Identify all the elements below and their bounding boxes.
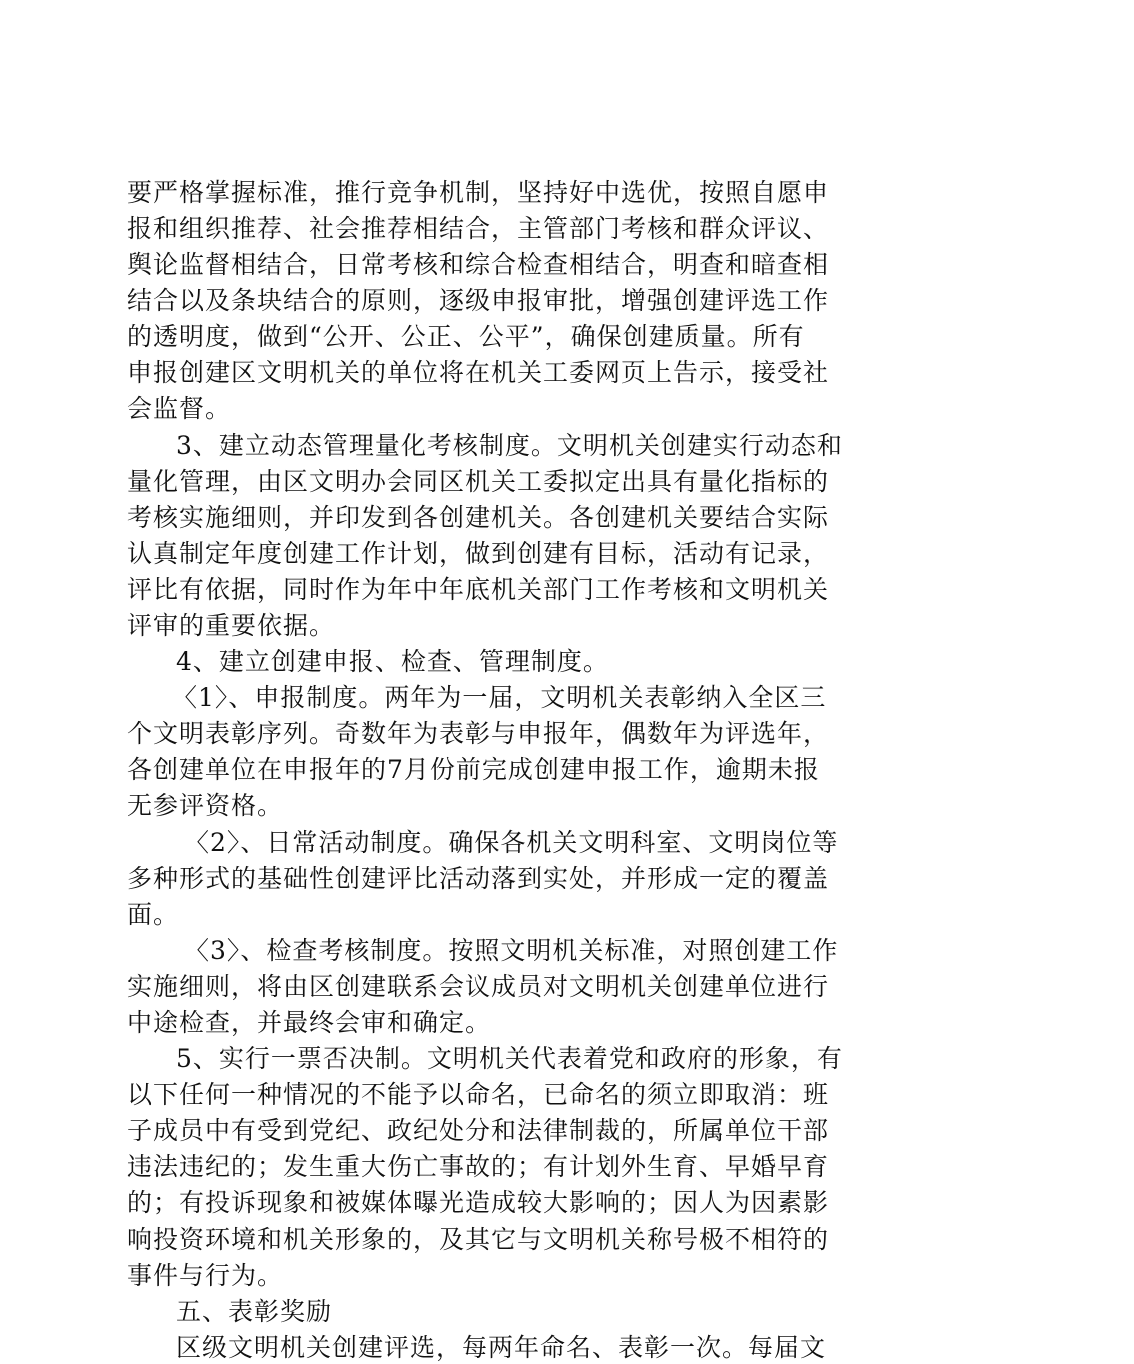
body-line: 响投资环境和机关形象的，及其它与文明机关称号极不相符的 xyxy=(127,1225,830,1254)
body-line: 子成员中有受到党纪、政纪处分和法律制裁的，所属单位干部 xyxy=(127,1116,830,1145)
body-line: 4、建立创建申报、检查、管理制度。 xyxy=(176,647,609,676)
body-line: 〈2〉、日常活动制度。确保各机关文明科室、文明岗位等 xyxy=(184,828,839,857)
body-line: 考核实施细则，并印发到各创建机关。各创建机关要结合实际 xyxy=(127,503,830,532)
body-line: 评比有依据，同时作为年中年底机关部门工作考核和文明机关 xyxy=(127,575,830,604)
body-line: 个文明表彰序列。奇数年为表彰与申报年，偶数年为评选年， xyxy=(127,719,830,748)
body-line: 的；有投诉现象和被媒体曝光造成较大影响的；因人为因素影 xyxy=(127,1188,830,1217)
body-line: 多种形式的基础性创建评比活动落到实处，并形成一定的覆盖 xyxy=(127,864,830,893)
body-line: 会监督。 xyxy=(127,394,232,423)
body-line: 以下任何一种情况的不能予以命名，已命名的须立即取消：班 xyxy=(127,1080,830,1109)
body-line: 报和组织推荐、社会推荐相结合，主管部门考核和群众评议、 xyxy=(127,214,830,243)
body-line: 区级文明机关创建评选，每两年命名、表彰一次。每届文 xyxy=(176,1333,827,1362)
body-line: 舆论监督相结合，日常考核和综合检查相结合，明查和暗查相 xyxy=(127,250,830,279)
body-line: 中途检查，并最终会审和确定。 xyxy=(127,1008,492,1037)
body-line: 的透明度，做到“公开、公正、公平”，确保创建质量。所有 xyxy=(127,322,805,351)
body-line: 评审的重要依据。 xyxy=(127,611,336,640)
body-line: 事件与行为。 xyxy=(127,1261,284,1290)
body-line: 〈3〉、检查考核制度。按照文明机关标准，对照创建工作 xyxy=(184,936,839,965)
body-line: 认真制定年度创建工作计划，做到创建有目标，活动有记录， xyxy=(127,539,830,568)
body-line: 5、实行一票否决制。文明机关代表着党和政府的形象，有 xyxy=(176,1044,843,1073)
body-line: 3、建立动态管理量化考核制度。文明机关创建实行动态和 xyxy=(176,431,843,460)
body-line: 面。 xyxy=(127,900,180,929)
body-line: 各创建单位在申报年的7月份前完成创建申报工作，逾期未报 xyxy=(127,755,820,784)
body-line: 要严格掌握标准，推行竞争机制，坚持好中选优，按照自愿申 xyxy=(127,178,830,207)
body-line: 无参评资格。 xyxy=(127,791,284,820)
body-line: 〈1〉、申报制度。两年为一届，文明机关表彰纳入全区三 xyxy=(172,683,827,712)
body-line: 结合以及条块结合的原则，逐级申报审批，增强创建评选工作 xyxy=(127,286,830,315)
body-line: 实施细则，将由区创建联系会议成员对文明机关创建单位进行 xyxy=(127,972,830,1001)
body-line: 申报创建区文明机关的单位将在机关工委网页上告示，接受社 xyxy=(127,358,830,387)
body-line: 量化管理，由区文明办会同区机关工委拟定出具有量化指标的 xyxy=(127,467,830,496)
section-heading: 五、表彰奖励 xyxy=(176,1297,333,1326)
body-line: 违法违纪的；发生重大伤亡事故的；有计划外生育、早婚早育 xyxy=(127,1152,830,1181)
